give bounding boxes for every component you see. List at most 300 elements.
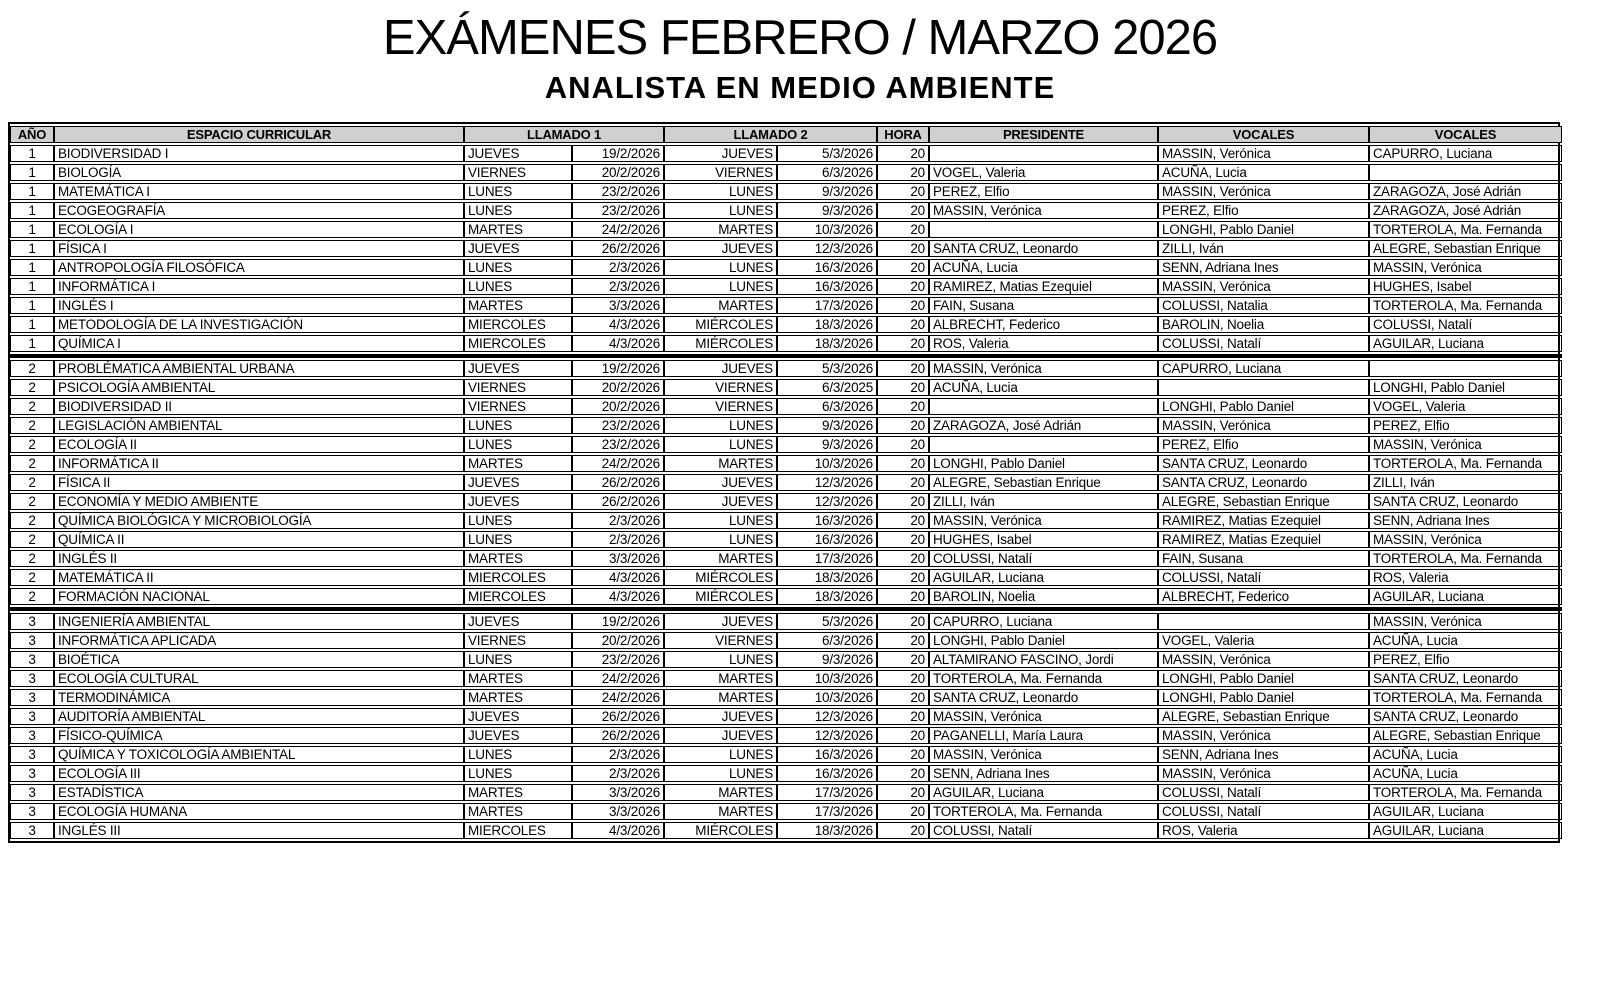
cell-anio: 2 [10,455,54,472]
cell-anio: 1 [10,164,54,181]
cell-espacio: ECOLOGÍA III [54,765,464,782]
cell-vocales-2: MASSIN, Verónica [1369,259,1562,276]
cell-espacio: INGLÉS III [54,822,464,839]
cell-anio: 1 [10,297,54,314]
cell-llamado2-dia: LUNES [664,183,777,200]
cell-presidente: ZARAGOZA, José Adrián [929,417,1158,434]
cell-hora: 20 [877,493,929,510]
cell-presidente: COLUSSI, Natalí [929,550,1158,567]
cell-vocales-2: ACUÑA, Lucia [1369,746,1562,763]
cell-llamado1-dia: LUNES [464,183,572,200]
cell-vocales-2: LONGHI, Pablo Daniel [1369,379,1562,396]
cell-presidente [929,398,1158,415]
cell-presidente: MASSIN, Verónica [929,202,1158,219]
cell-hora: 20 [877,316,929,333]
cell-hora: 20 [877,632,929,649]
cell-llamado1-fecha: 2/3/2026 [572,259,664,276]
cell-anio: 3 [10,632,54,649]
cell-hora: 20 [877,613,929,630]
cell-llamado1-fecha: 26/2/2026 [572,474,664,491]
cell-llamado1-fecha: 2/3/2026 [572,531,664,548]
cell-hora: 20 [877,360,929,377]
cell-llamado2-fecha: 17/3/2026 [777,784,877,801]
table-row [10,474,1562,491]
cell-llamado1-fecha: 19/2/2026 [572,613,664,630]
header-espacio-curricular: ESPACIO CURRICULAR [54,126,464,143]
cell-llamado2-dia: MIÉRCOLES [664,316,777,333]
table-row [10,531,1562,548]
cell-llamado1-dia: LUNES [464,512,572,529]
cell-llamado1-dia: LUNES [464,765,572,782]
cell-presidente: TORTEROLA, Ma. Fernanda [929,803,1158,820]
cell-hora: 20 [877,297,929,314]
cell-presidente: ACUÑA, Lucia [929,259,1158,276]
year-group-separator [10,354,1562,358]
cell-anio: 3 [10,689,54,706]
cell-vocales-1: ROS, Valeria [1158,822,1369,839]
cell-llamado2-fecha: 9/3/2026 [777,417,877,434]
table-row [10,632,1562,649]
cell-vocales-1: BAROLIN, Noelia [1158,316,1369,333]
year-group-separator [10,607,1562,611]
cell-espacio: BIOLOGÍA [54,164,464,181]
cell-vocales-2: PEREZ, Elfio [1369,651,1562,668]
cell-hora: 20 [877,727,929,744]
cell-hora: 20 [877,569,929,586]
cell-llamado1-fecha: 3/3/2026 [572,803,664,820]
cell-llamado1-fecha: 23/2/2026 [572,183,664,200]
cell-anio: 2 [10,512,54,529]
cell-espacio: INGENIERÍA AMBIENTAL [54,613,464,630]
table-row [10,278,1562,295]
cell-hora: 20 [877,221,929,238]
cell-llamado1-dia: VIERNES [464,164,572,181]
cell-llamado2-dia: LUNES [664,259,777,276]
cell-espacio: INGLÉS II [54,550,464,567]
cell-vocales-2: TORTEROLA, Ma. Fernanda [1369,550,1562,567]
cell-vocales-2: SANTA CRUZ, Leonardo [1369,708,1562,725]
header-row [10,126,1562,143]
cell-llamado2-dia: JUEVES [664,360,777,377]
cell-vocales-2: ZARAGOZA, José Adrián [1369,183,1562,200]
cell-llamado2-fecha: 17/3/2026 [777,297,877,314]
table-row [10,417,1562,434]
cell-llamado1-dia: MARTES [464,297,572,314]
cell-espacio: ECOLOGÍA HUMANA [54,803,464,820]
cell-anio: 2 [10,493,54,510]
cell-hora: 20 [877,474,929,491]
cell-anio: 1 [10,316,54,333]
cell-llamado1-fecha: 26/2/2026 [572,493,664,510]
header-presidente: PRESIDENTE [929,126,1158,143]
cell-llamado2-dia: MARTES [664,689,777,706]
cell-vocales-1: LONGHI, Pablo Daniel [1158,221,1369,238]
table-row [10,360,1562,377]
cell-espacio: METODOLOGÍA DE LA INVESTIGACIÓN [54,316,464,333]
cell-llamado2-fecha: 16/3/2026 [777,278,877,295]
cell-hora: 20 [877,240,929,257]
table-row [10,651,1562,668]
cell-llamado1-dia: LUNES [464,417,572,434]
cell-presidente: RAMIREZ, Matias Ezequiel [929,278,1158,295]
cell-llamado2-dia: LUNES [664,278,777,295]
table-row [10,183,1562,200]
cell-llamado2-fecha: 18/3/2026 [777,569,877,586]
cell-llamado1-fecha: 26/2/2026 [572,727,664,744]
cell-llamado1-fecha: 20/2/2026 [572,379,664,396]
cell-llamado2-dia: LUNES [664,651,777,668]
cell-espacio: INGLÉS I [54,297,464,314]
cell-llamado2-fecha: 9/3/2026 [777,202,877,219]
cell-llamado2-fecha: 9/3/2026 [777,183,877,200]
cell-llamado1-fecha: 23/2/2026 [572,436,664,453]
cell-anio: 3 [10,651,54,668]
cell-hora: 20 [877,455,929,472]
cell-espacio: MATEMÁTICA I [54,183,464,200]
cell-vocales-1: FAIN, Susana [1158,550,1369,567]
cell-anio: 1 [10,183,54,200]
cell-presidente: PAGANELLI, María Laura [929,727,1158,744]
cell-anio: 3 [10,746,54,763]
cell-espacio: LEGISLACIÓN AMBIENTAL [54,417,464,434]
exam-schedule-table-wrap [8,122,1560,843]
cell-llamado2-dia: MARTES [664,221,777,238]
cell-llamado2-fecha: 12/3/2026 [777,474,877,491]
cell-llamado1-fecha: 19/2/2026 [572,145,664,162]
table-row [10,455,1562,472]
table-row [10,164,1562,181]
header-anio: AÑO [10,126,54,143]
cell-anio: 1 [10,202,54,219]
cell-espacio: ANTROPOLOGÍA FILOSÓFICA [54,259,464,276]
cell-presidente: VOGEL, Valeria [929,164,1158,181]
cell-hora: 20 [877,708,929,725]
cell-anio: 3 [10,708,54,725]
cell-llamado1-fecha: 24/2/2026 [572,689,664,706]
cell-vocales-2: AGUILAR, Luciana [1369,822,1562,839]
cell-hora: 20 [877,436,929,453]
cell-espacio: BIOÉTICA [54,651,464,668]
cell-anio: 1 [10,240,54,257]
cell-llamado2-fecha: 10/3/2026 [777,221,877,238]
cell-llamado1-dia: LUNES [464,651,572,668]
cell-presidente: AGUILAR, Luciana [929,569,1158,586]
cell-vocales-1: SANTA CRUZ, Leonardo [1158,474,1369,491]
cell-llamado1-fecha: 3/3/2026 [572,784,664,801]
cell-vocales-2: ALEGRE, Sebastian Enrique [1369,727,1562,744]
cell-anio: 3 [10,822,54,839]
table-row [10,259,1562,276]
cell-llamado1-fecha: 4/3/2026 [572,822,664,839]
cell-anio: 3 [10,727,54,744]
cell-llamado1-fecha: 19/2/2026 [572,360,664,377]
cell-llamado2-fecha: 16/3/2026 [777,259,877,276]
cell-llamado1-dia: LUNES [464,278,572,295]
cell-vocales-2: PEREZ, Elfio [1369,417,1562,434]
cell-vocales-1: COLUSSI, Natalí [1158,569,1369,586]
cell-hora: 20 [877,278,929,295]
cell-vocales-1: CAPURRO, Luciana [1158,360,1369,377]
cell-llamado2-fecha: 17/3/2026 [777,550,877,567]
cell-anio: 3 [10,613,54,630]
cell-llamado2-fecha: 18/3/2026 [777,588,877,605]
cell-espacio: BIODIVERSIDAD I [54,145,464,162]
cell-vocales-2: MASSIN, Verónica [1369,436,1562,453]
cell-hora: 20 [877,822,929,839]
cell-llamado1-fecha: 4/3/2026 [572,316,664,333]
cell-llamado1-fecha: 20/2/2026 [572,632,664,649]
cell-vocales-1: PEREZ, Elfio [1158,436,1369,453]
cell-vocales-2: ROS, Valeria [1369,569,1562,586]
cell-vocales-1: SENN, Adriana Ines [1158,259,1369,276]
cell-llamado1-fecha: 24/2/2026 [572,670,664,687]
cell-llamado1-fecha: 2/3/2026 [572,765,664,782]
cell-llamado2-dia: LUNES [664,417,777,434]
cell-presidente: ZILLI, Iván [929,493,1158,510]
cell-espacio: ECOLOGÍA CULTURAL [54,670,464,687]
cell-espacio: FÍSICA I [54,240,464,257]
cell-llamado1-dia: MARTES [464,689,572,706]
cell-llamado2-fecha: 9/3/2026 [777,436,877,453]
cell-llamado1-dia: JUEVES [464,493,572,510]
cell-llamado2-fecha: 10/3/2026 [777,689,877,706]
cell-espacio: FORMACIÓN NACIONAL [54,588,464,605]
cell-anio: 3 [10,670,54,687]
cell-espacio: ECONOMÍA Y MEDIO AMBIENTE [54,493,464,510]
cell-vocales-1: MASSIN, Verónica [1158,145,1369,162]
cell-llamado1-fecha: 3/3/2026 [572,550,664,567]
table-row [10,145,1562,162]
table-row [10,803,1562,820]
cell-llamado1-fecha: 2/3/2026 [572,512,664,529]
cell-llamado1-fecha: 4/3/2026 [572,588,664,605]
table-row [10,316,1562,333]
cell-presidente: SANTA CRUZ, Leonardo [929,240,1158,257]
cell-llamado1-dia: LUNES [464,259,572,276]
cell-espacio: QUÍMICA Y TOXICOLOGÍA AMBIENTAL [54,746,464,763]
cell-presidente: BAROLIN, Noelia [929,588,1158,605]
cell-llamado1-fecha: 20/2/2026 [572,164,664,181]
cell-llamado1-fecha: 2/3/2026 [572,278,664,295]
cell-presidente [929,436,1158,453]
cell-espacio: TERMODINÁMICA [54,689,464,706]
cell-llamado1-dia: MARTES [464,784,572,801]
cell-vocales-2: HUGHES, Isabel [1369,278,1562,295]
cell-espacio: QUÍMICA I [54,335,464,352]
cell-llamado1-dia: MIERCOLES [464,569,572,586]
cell-anio: 1 [10,145,54,162]
cell-llamado1-fecha: 4/3/2026 [572,335,664,352]
cell-hora: 20 [877,765,929,782]
cell-llamado1-fecha: 4/3/2026 [572,569,664,586]
cell-llamado2-dia: MARTES [664,297,777,314]
table-row [10,240,1562,257]
cell-llamado1-dia: MARTES [464,670,572,687]
table-row [10,221,1562,238]
cell-llamado2-fecha: 16/3/2026 [777,531,877,548]
cell-presidente: MASSIN, Verónica [929,360,1158,377]
cell-anio: 2 [10,588,54,605]
cell-llamado1-fecha: 23/2/2026 [572,202,664,219]
cell-llamado1-dia: JUEVES [464,240,572,257]
cell-vocales-2 [1369,164,1562,181]
cell-llamado1-fecha: 23/2/2026 [572,417,664,434]
cell-llamado2-fecha: 12/3/2026 [777,493,877,510]
cell-vocales-1: MASSIN, Verónica [1158,765,1369,782]
cell-vocales-1: SENN, Adriana Ines [1158,746,1369,763]
cell-espacio: PROBLÉMATICA AMBIENTAL URBANA [54,360,464,377]
cell-hora: 20 [877,183,929,200]
cell-presidente: ALBRECHT, Federico [929,316,1158,333]
cell-hora: 20 [877,164,929,181]
cell-llamado2-dia: LUNES [664,512,777,529]
cell-llamado1-fecha: 23/2/2026 [572,651,664,668]
cell-vocales-1: LONGHI, Pablo Daniel [1158,670,1369,687]
cell-hora: 20 [877,512,929,529]
cell-presidente: TORTEROLA, Ma. Fernanda [929,670,1158,687]
cell-presidente: COLUSSI, Natalí [929,822,1158,839]
cell-llamado1-dia: JUEVES [464,727,572,744]
cell-vocales-1: ACUÑA, Lucia [1158,164,1369,181]
cell-llamado2-dia: VIERNES [664,379,777,396]
cell-vocales-1 [1158,379,1369,396]
table-row [10,569,1562,586]
cell-vocales-2: MASSIN, Verónica [1369,531,1562,548]
header-vocales-2: VOCALES [1369,126,1562,143]
cell-llamado2-fecha: 12/3/2026 [777,240,877,257]
cell-presidente: PEREZ, Elfio [929,183,1158,200]
cell-llamado1-fecha: 24/2/2026 [572,221,664,238]
cell-hora: 20 [877,531,929,548]
cell-anio: 1 [10,221,54,238]
cell-espacio: INFORMÁTICA I [54,278,464,295]
table-row [10,765,1562,782]
cell-vocales-2: ZARAGOZA, José Adrián [1369,202,1562,219]
cell-llamado1-dia: MARTES [464,803,572,820]
cell-llamado2-dia: MARTES [664,550,777,567]
cell-llamado1-dia: LUNES [464,531,572,548]
cell-llamado2-dia: LUNES [664,436,777,453]
cell-hora: 20 [877,746,929,763]
cell-llamado2-fecha: 6/3/2025 [777,379,877,396]
cell-vocales-1: ALBRECHT, Federico [1158,588,1369,605]
cell-llamado2-dia: VIERNES [664,632,777,649]
cell-vocales-2: SENN, Adriana Ines [1369,512,1562,529]
cell-vocales-1 [1158,613,1369,630]
cell-vocales-1: MASSIN, Verónica [1158,651,1369,668]
header-hora: HORA [877,126,929,143]
exam-schedule-table [10,124,1562,841]
cell-anio: 1 [10,259,54,276]
table-row [10,512,1562,529]
cell-llamado2-fecha: 12/3/2026 [777,727,877,744]
cell-llamado2-dia: JUEVES [664,727,777,744]
cell-hora: 20 [877,145,929,162]
cell-hora: 20 [877,417,929,434]
cell-llamado2-fecha: 5/3/2026 [777,613,877,630]
cell-llamado2-fecha: 16/3/2026 [777,765,877,782]
header-llamado-1: LLAMADO 1 [464,126,664,143]
cell-vocales-1: MASSIN, Verónica [1158,417,1369,434]
table-row [10,436,1562,453]
cell-presidente [929,221,1158,238]
cell-llamado2-dia: LUNES [664,746,777,763]
cell-presidente: MASSIN, Verónica [929,708,1158,725]
cell-presidente: ALTAMIRANO FASCINO, Jordi [929,651,1158,668]
cell-llamado2-dia: MARTES [664,803,777,820]
cell-llamado1-dia: VIERNES [464,398,572,415]
cell-llamado2-dia: LUNES [664,202,777,219]
cell-llamado2-fecha: 6/3/2026 [777,398,877,415]
cell-llamado1-dia: MARTES [464,455,572,472]
cell-vocales-1: ALEGRE, Sebastian Enrique [1158,493,1369,510]
cell-vocales-2: AGUILAR, Luciana [1369,588,1562,605]
cell-llamado1-dia: JUEVES [464,360,572,377]
cell-vocales-2: TORTEROLA, Ma. Fernanda [1369,297,1562,314]
cell-vocales-2: TORTEROLA, Ma. Fernanda [1369,221,1562,238]
cell-hora: 20 [877,588,929,605]
cell-presidente: ACUÑA, Lucia [929,379,1158,396]
cell-llamado2-dia: JUEVES [664,240,777,257]
cell-llamado1-dia: JUEVES [464,474,572,491]
cell-llamado2-fecha: 6/3/2026 [777,632,877,649]
cell-vocales-2: CAPURRO, Luciana [1369,145,1562,162]
cell-llamado1-dia: MARTES [464,550,572,567]
cell-llamado2-dia: LUNES [664,765,777,782]
cell-llamado2-fecha: 5/3/2026 [777,145,877,162]
cell-espacio: ECOLOGÍA I [54,221,464,238]
cell-vocales-1: ZILLI, Iván [1158,240,1369,257]
table-row [10,398,1562,415]
cell-hora: 20 [877,689,929,706]
table-row [10,727,1562,744]
cell-espacio: PSICOLOGÍA AMBIENTAL [54,379,464,396]
cell-anio: 3 [10,765,54,782]
cell-llamado1-fecha: 2/3/2026 [572,746,664,763]
cell-llamado1-dia: VIERNES [464,632,572,649]
cell-llamado2-fecha: 12/3/2026 [777,708,877,725]
cell-llamado2-dia: MARTES [664,455,777,472]
cell-anio: 3 [10,784,54,801]
cell-anio: 1 [10,335,54,352]
cell-vocales-1: COLUSSI, Natalí [1158,335,1369,352]
table-row [10,550,1562,567]
cell-presidente: LONGHI, Pablo Daniel [929,455,1158,472]
cell-hora: 20 [877,398,929,415]
cell-llamado1-dia: MARTES [464,221,572,238]
cell-llamado1-dia: JUEVES [464,145,572,162]
cell-llamado1-dia: MIERCOLES [464,335,572,352]
cell-vocales-2: COLUSSI, Natalí [1369,316,1562,333]
cell-llamado1-dia: LUNES [464,746,572,763]
cell-llamado1-dia: LUNES [464,436,572,453]
cell-anio: 2 [10,474,54,491]
cell-llamado1-dia: JUEVES [464,613,572,630]
cell-vocales-2: ACUÑA, Lucia [1369,632,1562,649]
cell-llamado2-fecha: 10/3/2026 [777,455,877,472]
cell-llamado2-fecha: 18/3/2026 [777,335,877,352]
cell-presidente [929,145,1158,162]
cell-anio: 1 [10,278,54,295]
page-subtitle: ANALISTA EN MEDIO AMBIENTE [544,69,1056,105]
cell-llamado1-dia: MIERCOLES [464,822,572,839]
cell-presidente: SENN, Adriana Ines [929,765,1158,782]
cell-anio: 2 [10,436,54,453]
table-row [10,822,1562,839]
cell-vocales-2: TORTEROLA, Ma. Fernanda [1369,784,1562,801]
cell-anio: 3 [10,803,54,820]
cell-llamado2-fecha: 9/3/2026 [777,651,877,668]
